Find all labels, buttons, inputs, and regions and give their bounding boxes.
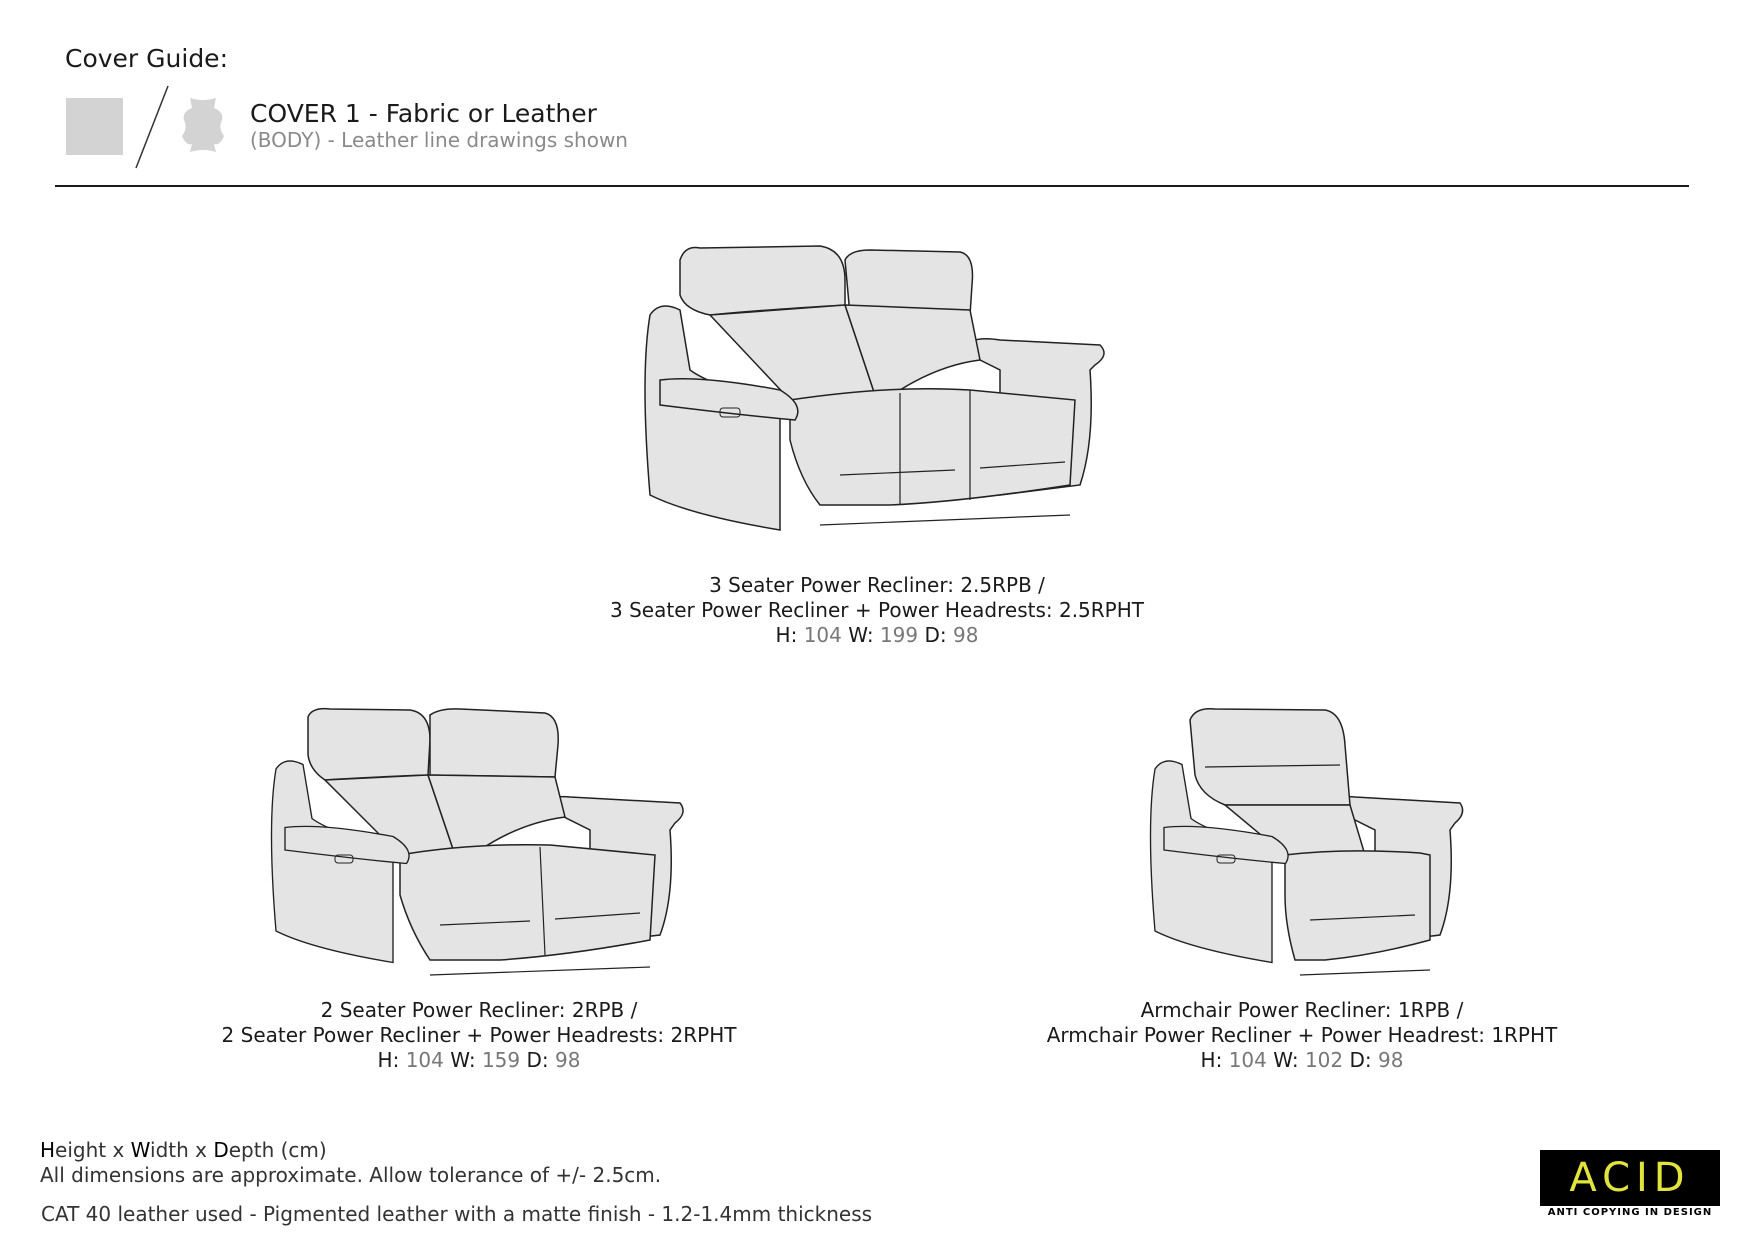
product-name-line2: 2 Seater Power Recliner + Power Headrests: 2RPHT xyxy=(221,1023,737,1047)
product-dimensions: H: 104 W: 199 D: 98 xyxy=(775,623,979,647)
product-name-line2: 3 Seater Power Recliner + Power Headrests: 2.5RPHT xyxy=(610,598,1144,622)
product-name-line1: 2 Seater Power Recliner: 2RPB / xyxy=(320,998,638,1022)
product-name-line1: Armchair Power Recliner: 1RPB / xyxy=(1140,998,1464,1022)
fabric-swatch xyxy=(66,98,123,155)
acid-logo-tagline: ANTI COPYING IN DESIGN xyxy=(1547,1207,1713,1218)
armchair-drawing xyxy=(1145,705,1475,985)
product-dimensions: H: 104 W: 102 D: 98 xyxy=(1200,1048,1404,1072)
divider-slash xyxy=(130,84,170,170)
product-caption-two-seater xyxy=(222,998,737,1073)
product-caption-three-seater xyxy=(610,573,1144,648)
leather-hide-icon xyxy=(178,94,228,154)
product-name-line2: Armchair Power Recliner + Power Headrest: 1RPHT xyxy=(1046,1023,1558,1047)
cover-subtitle: (BODY) - Leather line drawings shown xyxy=(250,128,628,152)
product-dimensions: H: 104 W: 159 D: 98 xyxy=(377,1048,581,1072)
three-seater-sofa-drawing xyxy=(640,240,1140,540)
acid-logo-word: ACID xyxy=(1569,1155,1691,1201)
leather-note: CAT 40 leather used - Pigmented leather with a matte finish - 1.2-1.4mm thickness xyxy=(41,1202,873,1226)
two-seater-sofa-drawing xyxy=(270,705,700,985)
cover-guide-title: Cover Guide: xyxy=(65,44,228,73)
cover-name: COVER 1 - Fabric or Leather xyxy=(250,99,597,128)
product-name-line1: 3 Seater Power Recliner: 2.5RPB / xyxy=(709,573,1045,597)
product-caption-armchair xyxy=(1047,998,1558,1073)
tolerance-note: All dimensions are approximate. Allow tolerance of +/- 2.5cm. xyxy=(40,1163,662,1187)
acid-logo xyxy=(1540,1150,1720,1206)
dimension-legend: Height x Width x Depth (cm) xyxy=(40,1138,327,1162)
header-divider xyxy=(55,185,1689,187)
